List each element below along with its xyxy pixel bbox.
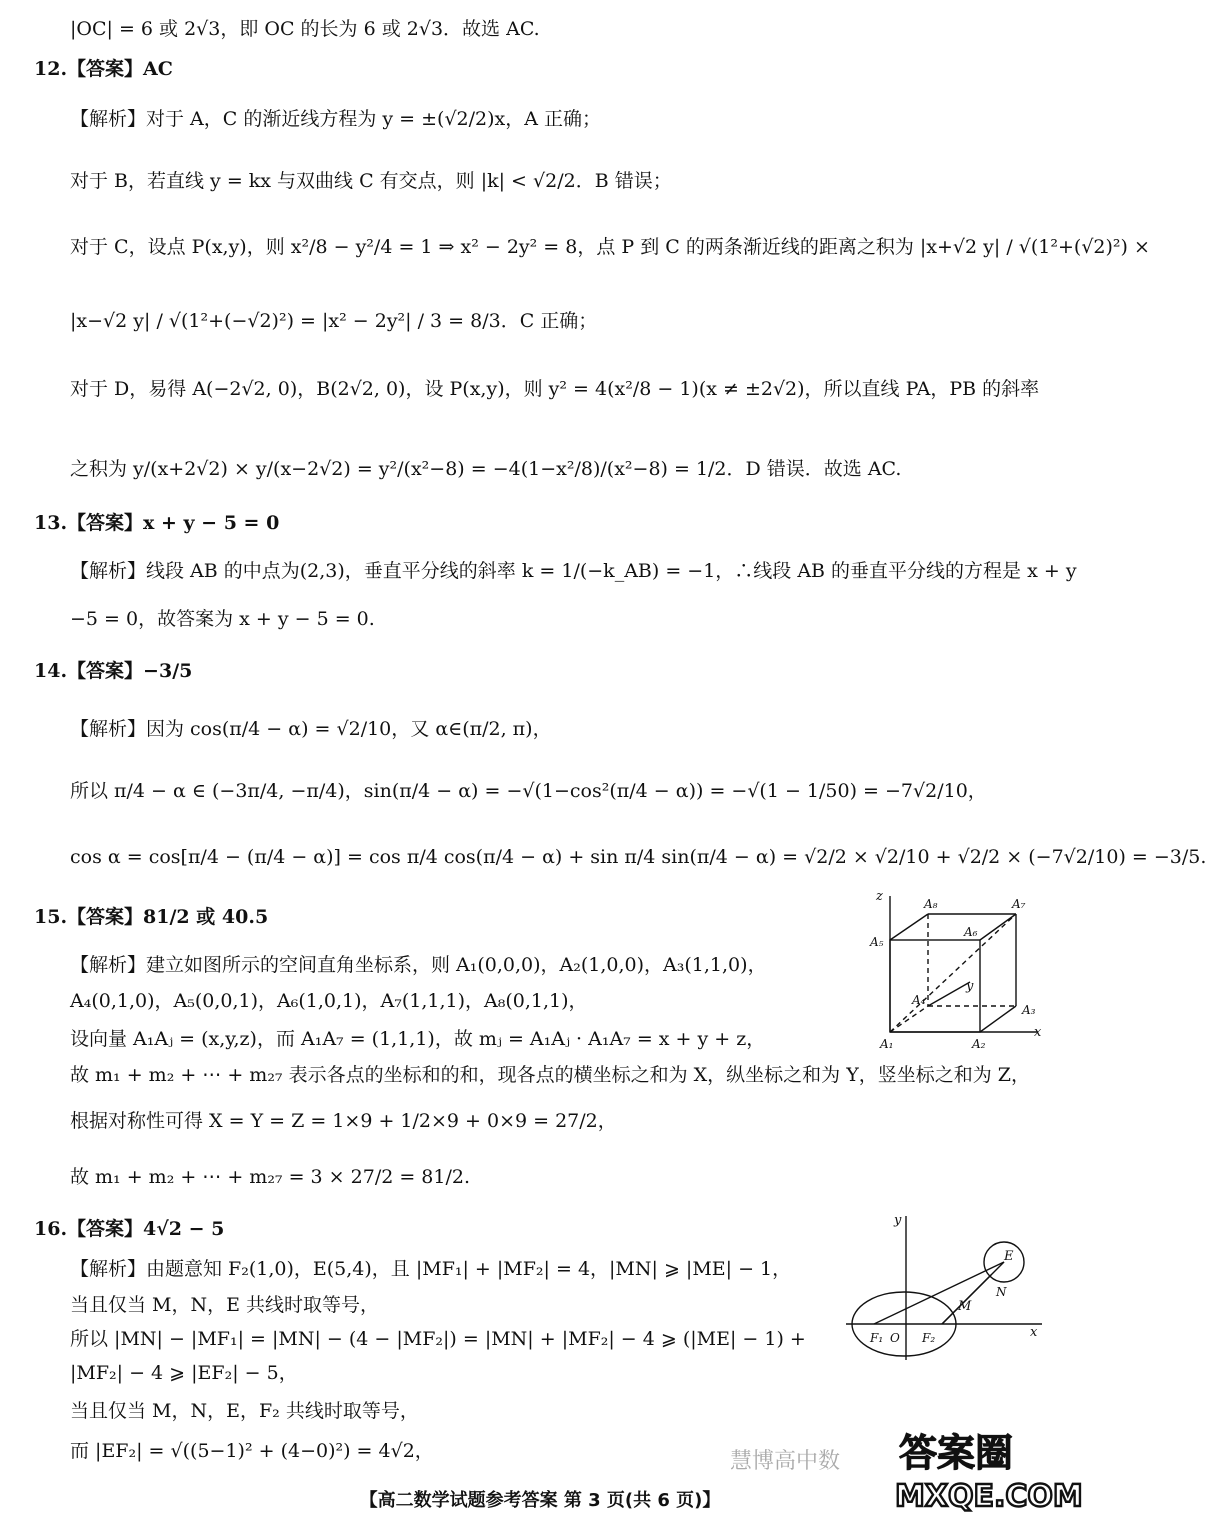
text-line: 【解析】线段 AB 的中点为(2,3)，垂直平分线的斜率 k = 1/(−k_AB) = −1，∴线段 AB 的垂直平分线的方程是 x + y [70, 560, 1077, 582]
cube-label: z [876, 889, 883, 904]
cube-label: A₅ [870, 935, 884, 949]
text-line: 当且仅当 M，N，E，F₂ 共线时取等号， [70, 1400, 419, 1422]
text-line: 所以 |MN| − |MF₁| = |MN| − (4 − |MF₂|) = |MN| + |MF₂| − 4 ⩾ (|ME| − 1) + [70, 1328, 806, 1350]
answer-header-14: 14.【答案】−3/5 [34, 660, 193, 682]
ellipse-label: O [890, 1331, 900, 1345]
text-line: 【解析】由题意知 F₂(1,0)，E(5,4)，且 |MF₁| + |MF₂| = 4，|MN| ⩾ |ME| − 1， [70, 1258, 792, 1280]
answer-header-16: 16.【答案】4√2 − 5 [34, 1218, 225, 1240]
text-line: |MF₂| − 4 ⩾ |EF₂| − 5， [70, 1362, 298, 1384]
answer-header-15: 15.【答案】81/2 或 40.5 [34, 906, 269, 928]
ellipse-figure [846, 1210, 1050, 1370]
watermark-site: MXQE.COM [895, 1479, 1083, 1514]
text-line: 所以 π/4 − α ∈ (−3π/4, −π/4)，sin(π/4 − α) = −√(1−cos²(π/4 − α)) = −√(1 − 1/50) = −7√2/10， [70, 780, 987, 802]
text-line: 根据对称性可得 X = Y = Z = 1×9 + 1/2×9 + 0×9 = 27/2， [70, 1110, 617, 1132]
answer-header-13: 13.【答案】x + y − 5 = 0 [34, 512, 280, 534]
cube-label: A₁ [880, 1037, 894, 1051]
text-line: 对于 B，若直线 y = kx 与双曲线 C 有交点，则 |k| < √2/2．B 错误； [70, 170, 672, 192]
ellipse-label: F₂ [922, 1331, 936, 1345]
answer-header-12: 12.【答案】AC [34, 58, 173, 80]
cube-label: A₂ [972, 1037, 986, 1051]
text-line: cos α = cos[π/4 − (π/4 − α)] = cos π/4 cos(π/4 − α) + sin π/4 sin(π/4 − α) = √2/2 × √2/10 + √2/2 × (−7√2/10) = −3/5. [70, 846, 1206, 868]
text-line: 故 m₁ + m₂ + ⋯ + m₂₇ 表示各点的坐标和的和，现各点的横坐标之和为 X，纵坐标之和为 Y，竖坐标之和为 Z， [70, 1064, 1030, 1086]
ellipse-label: x [1030, 1325, 1038, 1340]
text-line: A₄(0,1,0)，A₅(0,0,1)，A₆(1,0,1)，A₇(1,1,1)，A₈(0,1,1)， [70, 990, 588, 1012]
cube-label: A₄ [912, 993, 926, 1007]
text-line: 对于 D，易得 A(−2√2, 0)，B(2√2, 0)，设 P(x,y)，则 y² = 4(x²/8 − 1)(x ≠ ±2√2)，所以直线 PA，PB 的斜率 [70, 378, 1040, 400]
cube-label: x [1034, 1025, 1042, 1040]
watermark-logo-text: 答案圈 [899, 1431, 1014, 1475]
ellipse-label: y [894, 1213, 902, 1228]
cube-figure [866, 886, 1052, 1052]
cube-label: A₈ [924, 897, 938, 911]
cube-label: A₇ [1012, 897, 1026, 911]
text-line: 【解析】对于 A，C 的渐近线方程为 y = ±(√2/2)x，A 正确； [70, 108, 602, 130]
text-line: 设向量 A₁Aⱼ = (x,y,z)，而 A₁A₇ = (1,1,1)，故 mⱼ = A₁Aⱼ · A₁A₇ = x + y + z， [70, 1028, 766, 1050]
text-line: 对于 C，设点 P(x,y)，则 x²/8 − y²/4 = 1 ⇒ x² − 2y² = 8，点 P 到 C 的两条渐近线的距离之积为 |x+√2 y| / √(1²+(√2)²) × [70, 236, 1150, 258]
ellipse-label: F₁ [870, 1331, 884, 1345]
text-line: 之积为 y/(x+2√2) × y/(x−2√2) = y²/(x²−8) = −4(1−x²/8)/(x²−8) = 1/2．D 错误．故选 AC. [70, 458, 902, 480]
text-line: 【解析】建立如图所示的空间直角坐标系，则 A₁(0,0,0)，A₂(1,0,0)，A₃(1,1,0)， [70, 954, 767, 976]
cube-label: A₃ [1022, 1003, 1036, 1017]
text-line: −5 = 0，故答案为 x + y − 5 = 0. [70, 608, 375, 630]
text-line: 【解析】因为 cos(π/4 − α) = √2/10，又 α∈(π/2, π)， [70, 718, 552, 740]
cube-label: y [966, 979, 974, 994]
cube-label: A₆ [964, 925, 978, 939]
ellipse-label: E [1004, 1249, 1014, 1264]
watermark-account: 慧博高中数 [730, 1449, 841, 1474]
ellipse-label: N [996, 1285, 1007, 1299]
text-line: 当且仅当 M，N，E 共线时取等号， [70, 1294, 380, 1316]
text-line: 故 m₁ + m₂ + ⋯ + m₂₇ = 3 × 27/2 = 81/2. [70, 1166, 471, 1188]
ellipse-label: M [958, 1299, 972, 1314]
text-line: |OC| = 6 或 2√3，即 OC 的长为 6 或 2√3．故选 AC. [70, 18, 540, 40]
page-footer: 【高二数学试题参考答案 第 3 页(共 6 页)】 [359, 1490, 721, 1511]
text-line: |x−√2 y| / √(1²+(−√2)²) = |x² − 2y²| / 3 = 8/3．C 正确； [70, 310, 598, 332]
text-line: 而 |EF₂| = √((5−1)² + (4−0)²) = 4√2， [70, 1440, 434, 1462]
